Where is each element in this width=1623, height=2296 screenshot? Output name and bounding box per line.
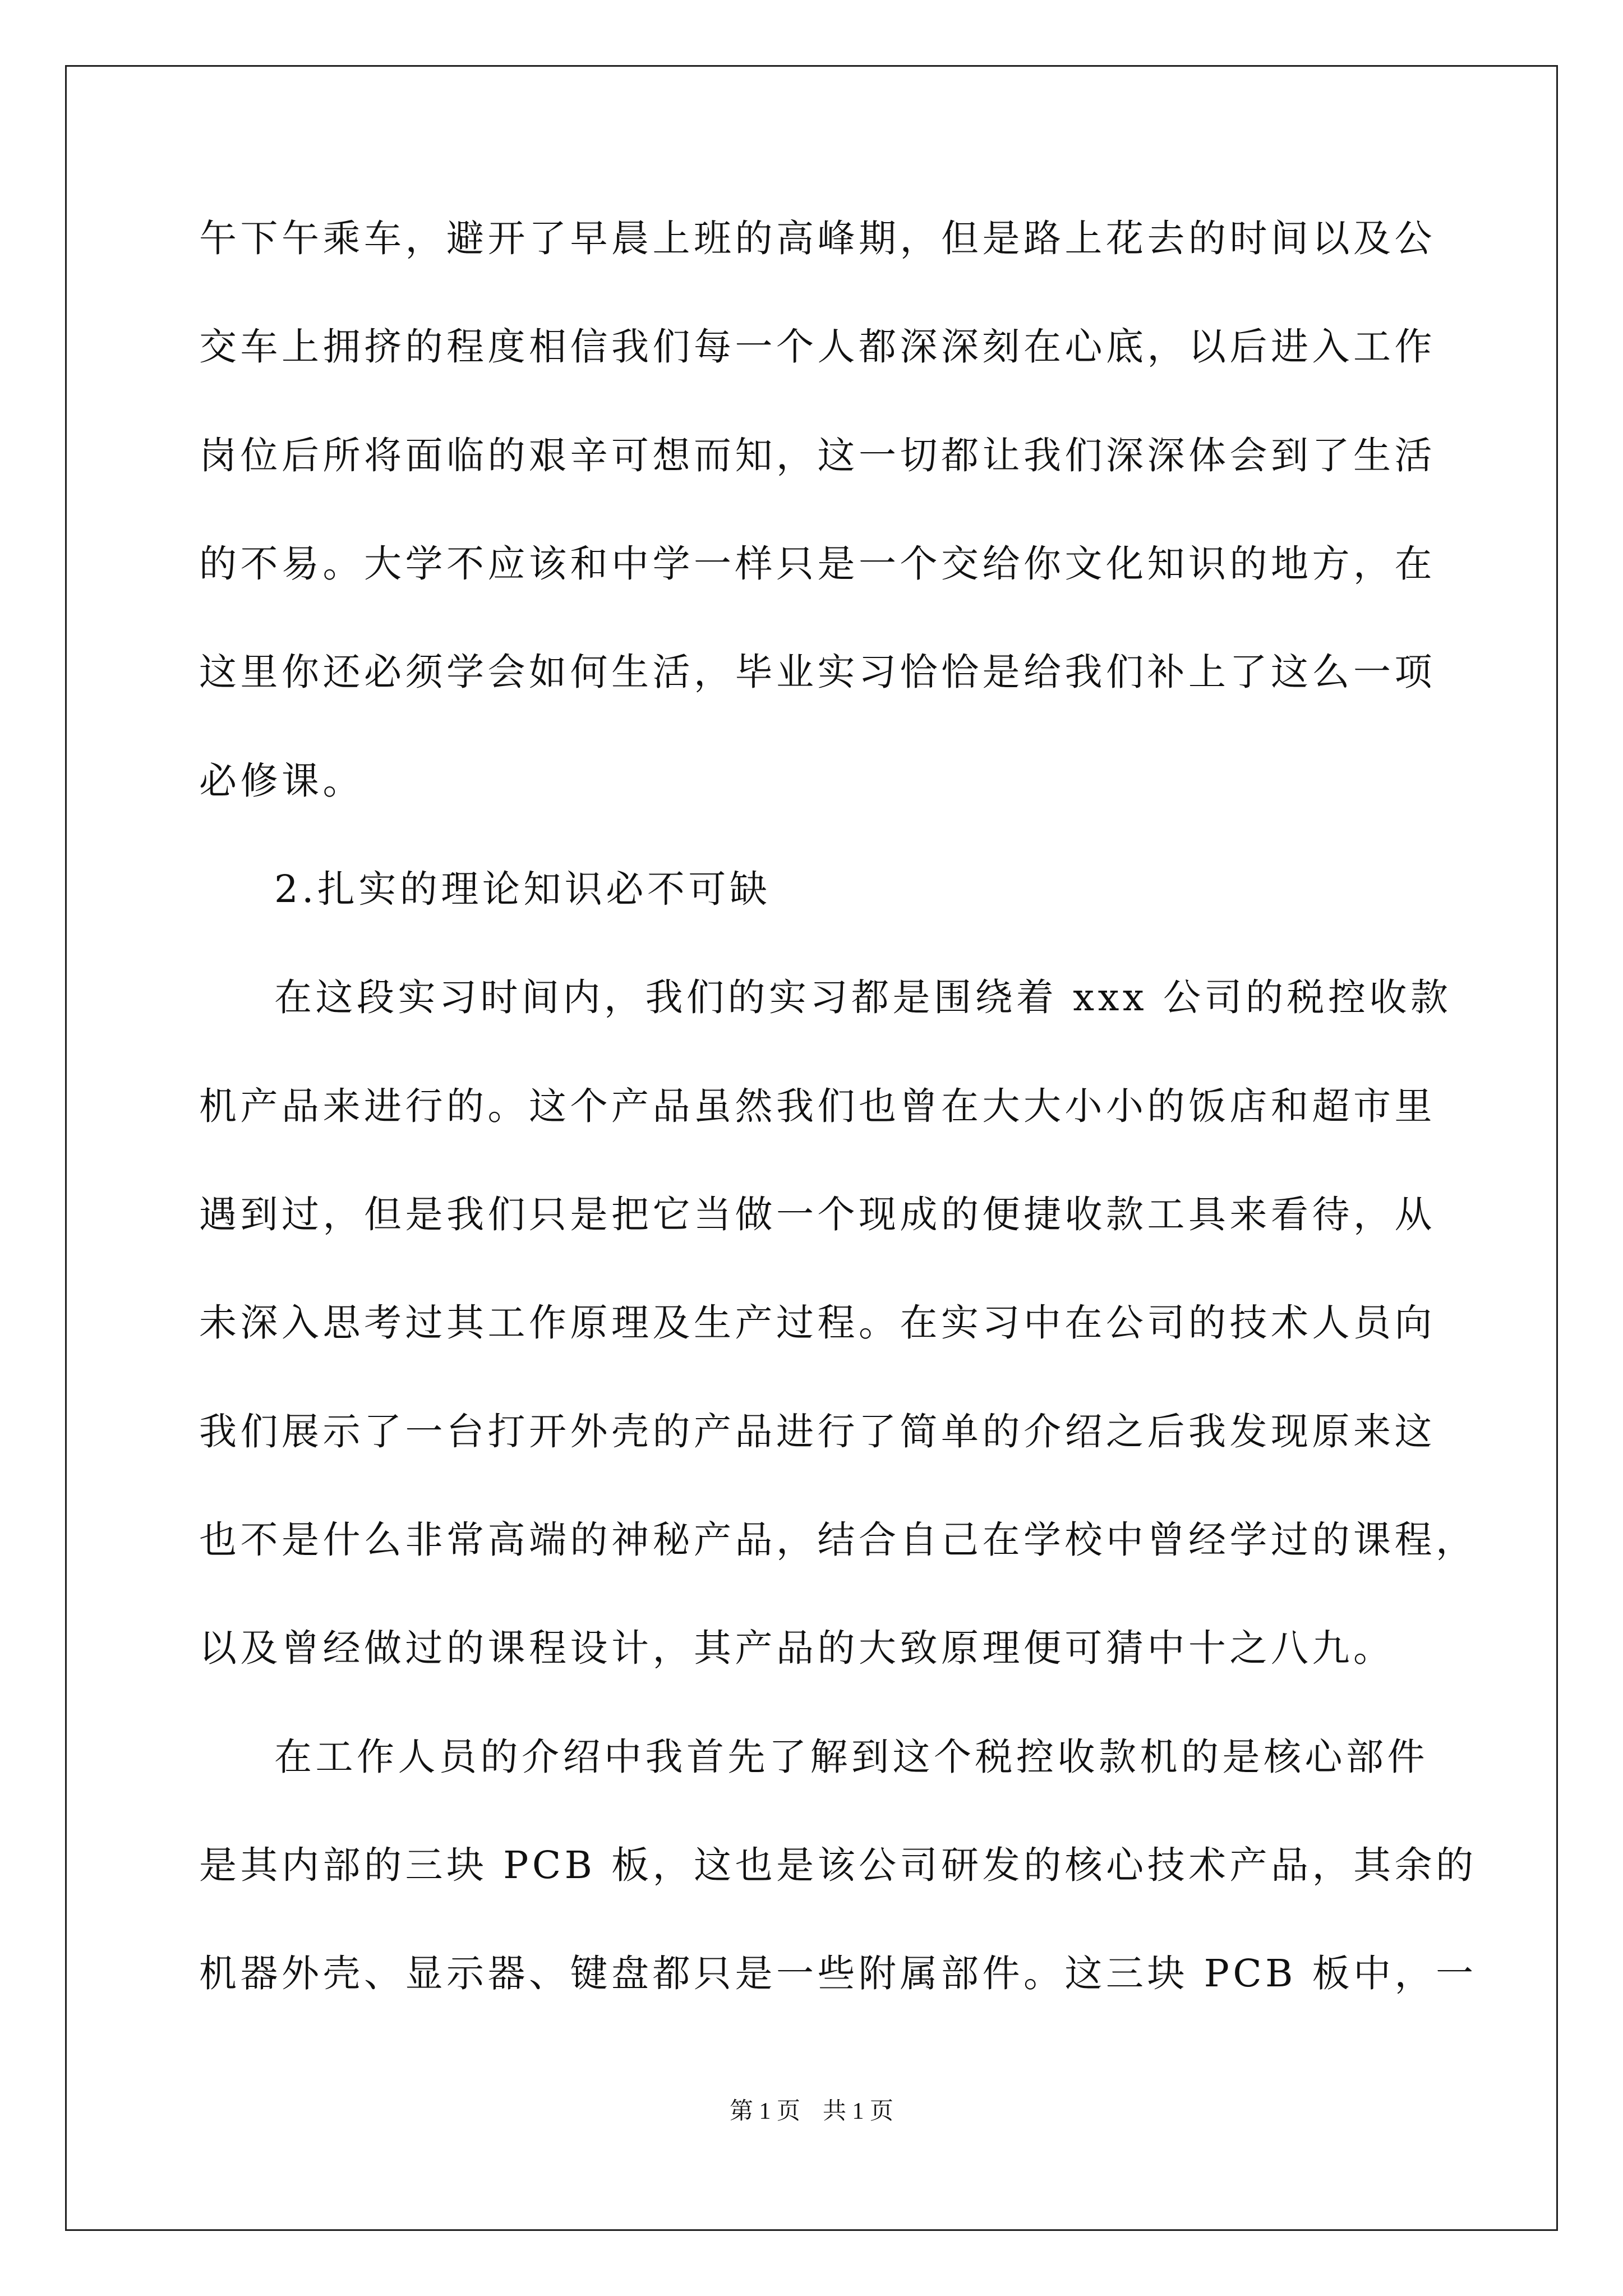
text-line: 岗位后所将面临的艰辛可想而知，这一切都让我们深深体会到了生活 — [199, 434, 1436, 477]
text-line: 未深入思考过其工作原理及生产过程。在实习中在公司的技术人员向 — [199, 1301, 1436, 1345]
text-line: 是其内部的三块 PCB 板，这也是该公司研发的核心技术产品，其余的 — [199, 1843, 1477, 1887]
text-line: 遇到过，但是我们只是把它当做一个现成的便捷收款工具来看待，从 — [199, 1193, 1436, 1236]
page-total: 共 1 页 — [823, 2099, 894, 2124]
text-line: 我们展示了一台打开外壳的产品进行了简单的介绍之后我发现原来这 — [199, 1410, 1436, 1453]
text-line: 机器外壳、显示器、键盘都只是一些附属部件。这三块 PCB 板中，一 — [199, 1952, 1477, 1995]
paragraph-first-line: 在工作人员的介绍中我首先了解到这个税控收款机的是核心部件 — [274, 1735, 1428, 1779]
text-line: 以及曾经做过的课程设计，其产品的大致原理便可猜中十之八九。 — [199, 1626, 1395, 1670]
paragraph-first-line: 在这段实习时间内，我们的实习都是围绕着 xxx 公司的税控收款 — [274, 976, 1452, 1019]
text-line: 交车上拥挤的程度相信我们每一个人都深深刻在心底，以后进入工作 — [199, 325, 1436, 369]
page-footer — [0, 2095, 1623, 2128]
section-heading: 2.扎实的理论知识必不可缺 — [274, 867, 771, 911]
text-line: 也不是什么非常高端的神秘产品，结合自己在学校中曾经学过的课程， — [199, 1518, 1477, 1562]
text-line: 这里你还必须学会如何生活，毕业实习恰恰是给我们补上了这么一项 — [199, 650, 1436, 694]
page-border — [65, 65, 1558, 2231]
text-line: 机产品来进行的。这个产品虽然我们也曾在大大小小的饭店和超市里 — [199, 1084, 1436, 1128]
text-line: 必修课。 — [199, 759, 364, 803]
page-number: 第 1 页 — [729, 2099, 800, 2124]
text-line: 的不易。大学不应该和中学一样只是一个交给你文化知识的地方，在 — [199, 542, 1436, 586]
text-line: 午下午乘车，避开了早晨上班的高峰期，但是路上花去的时间以及公 — [199, 217, 1436, 260]
